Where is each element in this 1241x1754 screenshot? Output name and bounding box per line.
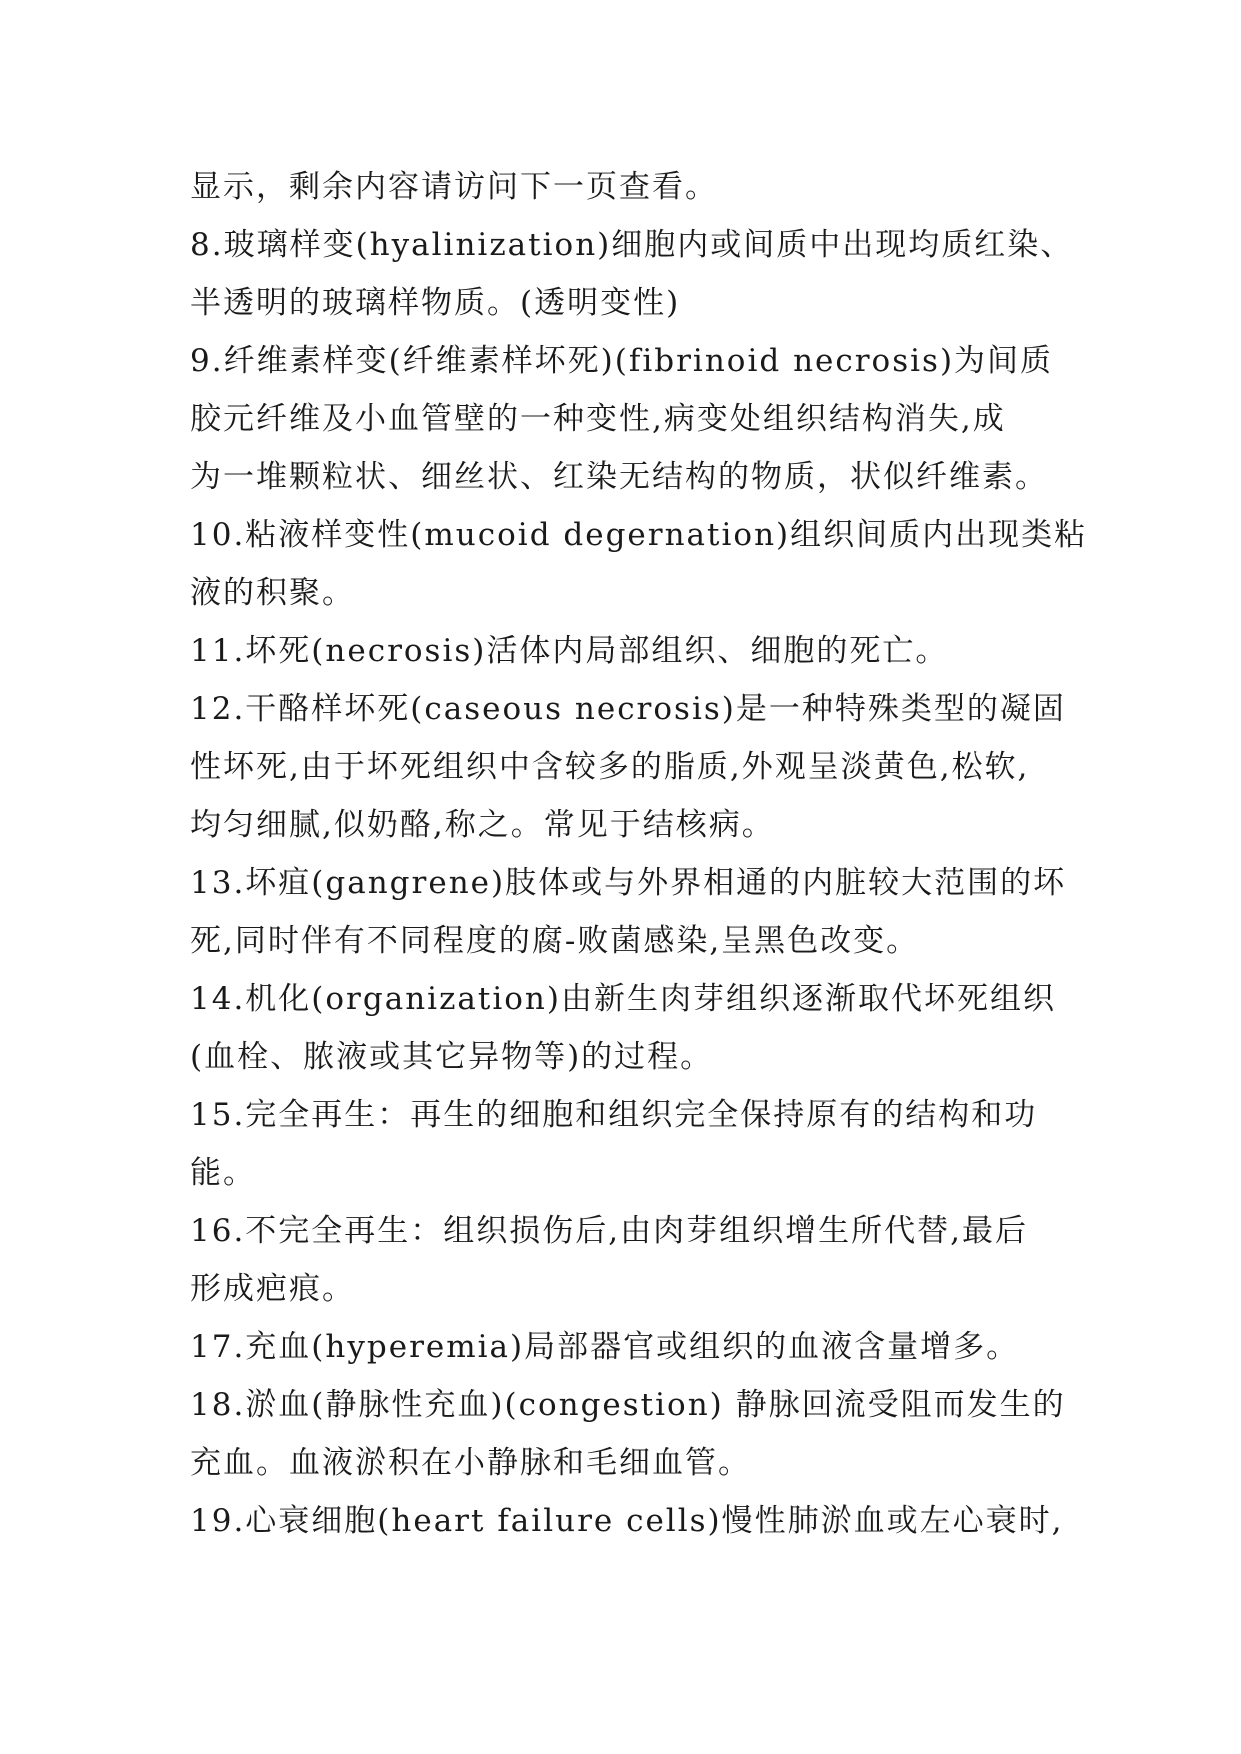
text-line: 9.纤维素样变(纤维素样坏死)(fibrinoid necrosis)为间质: [190, 343, 1054, 379]
text-line: 18.淤血(静脉性充血)(congestion) 静脉回流受阻而发生的: [190, 1387, 1066, 1423]
text-line: 19.心衰细胞(heart failure cells)慢性肺淤血或左心衰时,: [190, 1503, 1064, 1539]
text-line: 13.坏疽(gangrene)肢体或与外界相通的内脏较大范围的坏: [190, 865, 1067, 901]
text-line: 为一堆颗粒状、细丝状、红染无结构的物质，状似纤维素。: [190, 459, 1048, 495]
text-line: 17.充血(hyperemia)局部器官或组织的血液含量增多。: [190, 1329, 1020, 1365]
document-body: [190, 158, 1090, 1550]
text-line: 性坏死,由于坏死组织中含较多的脂质,外观呈淡黄色,松软,: [190, 749, 1030, 785]
text-line: 充血。血液淤积在小静脉和毛细血管。: [190, 1445, 751, 1481]
text-line: 液的积聚。: [190, 575, 355, 611]
text-line: (血栓、脓液或其它异物等)的过程。: [190, 1039, 714, 1075]
text-line: 16.不完全再生：组织损伤后,由肉芽组织增生所代替,最后: [190, 1213, 1029, 1249]
text-line: 半透明的玻璃样物质。(透明变性): [190, 285, 681, 321]
text-line: 14.机化(organization)由新生肉芽组织逐渐取代坏死组织: [190, 981, 1056, 1017]
text-line: 形成疤痕。: [190, 1271, 355, 1307]
text-line: 胶元纤维及小血管壁的一种变性,病变处组织结构消失,成: [190, 401, 1006, 437]
text-line: 显示，剩余内容请访问下一页查看。: [190, 169, 718, 205]
text-line: 15.完全再生：再生的细胞和组织完全保持原有的结构和功: [190, 1097, 1038, 1133]
text-line: 12.干酪样坏死(caseous necrosis)是一种特殊类型的凝固: [190, 691, 1066, 727]
text-line: 10.粘液样变性(mucoid degernation)组织间质内出现类粘: [190, 517, 1088, 553]
text-line: 11.坏死(necrosis)活体内局部组织、细胞的死亡。: [190, 633, 949, 669]
text-line: 死,同时伴有不同程度的腐-败菌感染,呈黑色改变。: [190, 923, 920, 959]
text-line: 均匀细腻,似奶酪,称之。常见于结核病。: [190, 807, 775, 843]
text-line: 8.玻璃样变(hyalinization)细胞内或间质中出现均质红染、: [190, 227, 1074, 263]
text-line: 能。: [190, 1155, 256, 1191]
